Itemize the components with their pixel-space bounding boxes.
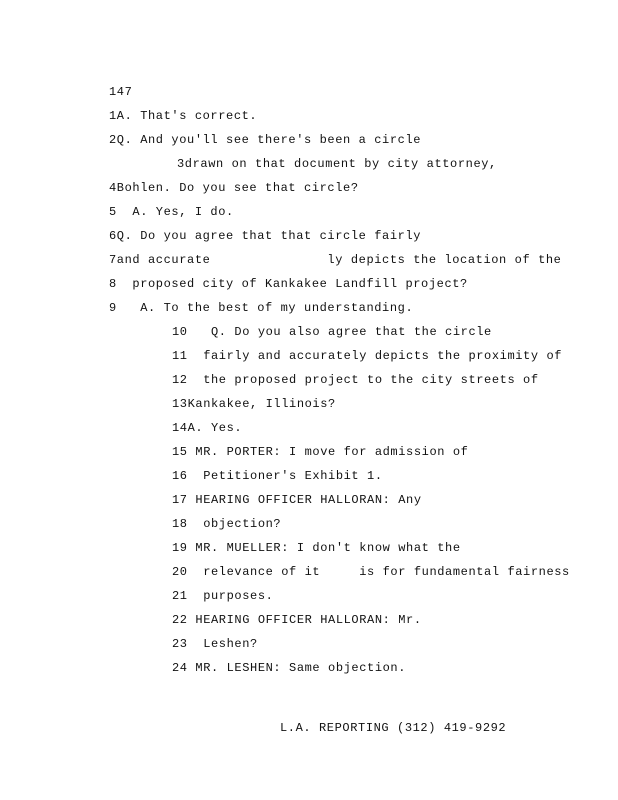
transcript-line-22: 22 HEARING OFFICER HALLORAN: Mr. [172,613,422,627]
transcript-line-3: 3drawn on that document by city attorney, [177,157,497,171]
transcript-line-4: 4Bohlen. Do you see that circle? [109,181,359,195]
transcript-line-23: 23 Leshen? [172,637,258,651]
transcript-line-18: 18 objection? [172,517,282,531]
transcript-line-13: 13Kankakee, Illinois? [172,397,336,411]
transcript-line-10: 10 Q. Do you also agree that the circle [172,325,492,339]
transcript-line-9: 9 A. To the best of my understanding. [109,301,414,315]
transcript-line-17: 17 HEARING OFFICER HALLORAN: Any [172,493,422,507]
transcript-line-6: 6Q. Do you agree that that circle fairly [109,229,422,243]
transcript-line-16: 16 Petitioner's Exhibit 1. [172,469,383,483]
transcript-line-11: 11 fairly and accurately depicts the proximity of [172,349,563,363]
transcript-line-19: 19 MR. MUELLER: I don't know what the [172,541,461,555]
transcript-line-8: 8 proposed city of Kankakee Landfill project? [109,277,468,291]
transcript-line-14: 14A. Yes. [172,421,243,435]
page-number: 147 [109,85,133,99]
transcript-line-12: 12 the proposed project to the city streets of [172,373,539,387]
transcript-line-1: 1A. That's correct. [109,109,258,123]
transcript-line-2: 2Q. And you'll see there's been a circle [109,133,422,147]
transcript-line-5: 5 A. Yes, I do. [109,205,234,219]
transcript-line-21: 21 purposes. [172,589,274,603]
transcript-line-7: 7and accurate ly depicts the location of the [109,253,562,267]
transcript-line-24: 24 MR. LESHEN: Same objection. [172,661,407,675]
transcript-line-20: 20 relevance of it is for fundamental fairness [172,565,570,579]
transcript-line-15: 15 MR. PORTER: I move for admission of [172,445,469,459]
reporter-footer: L.A. REPORTING (312) 419-9292 [280,721,507,735]
